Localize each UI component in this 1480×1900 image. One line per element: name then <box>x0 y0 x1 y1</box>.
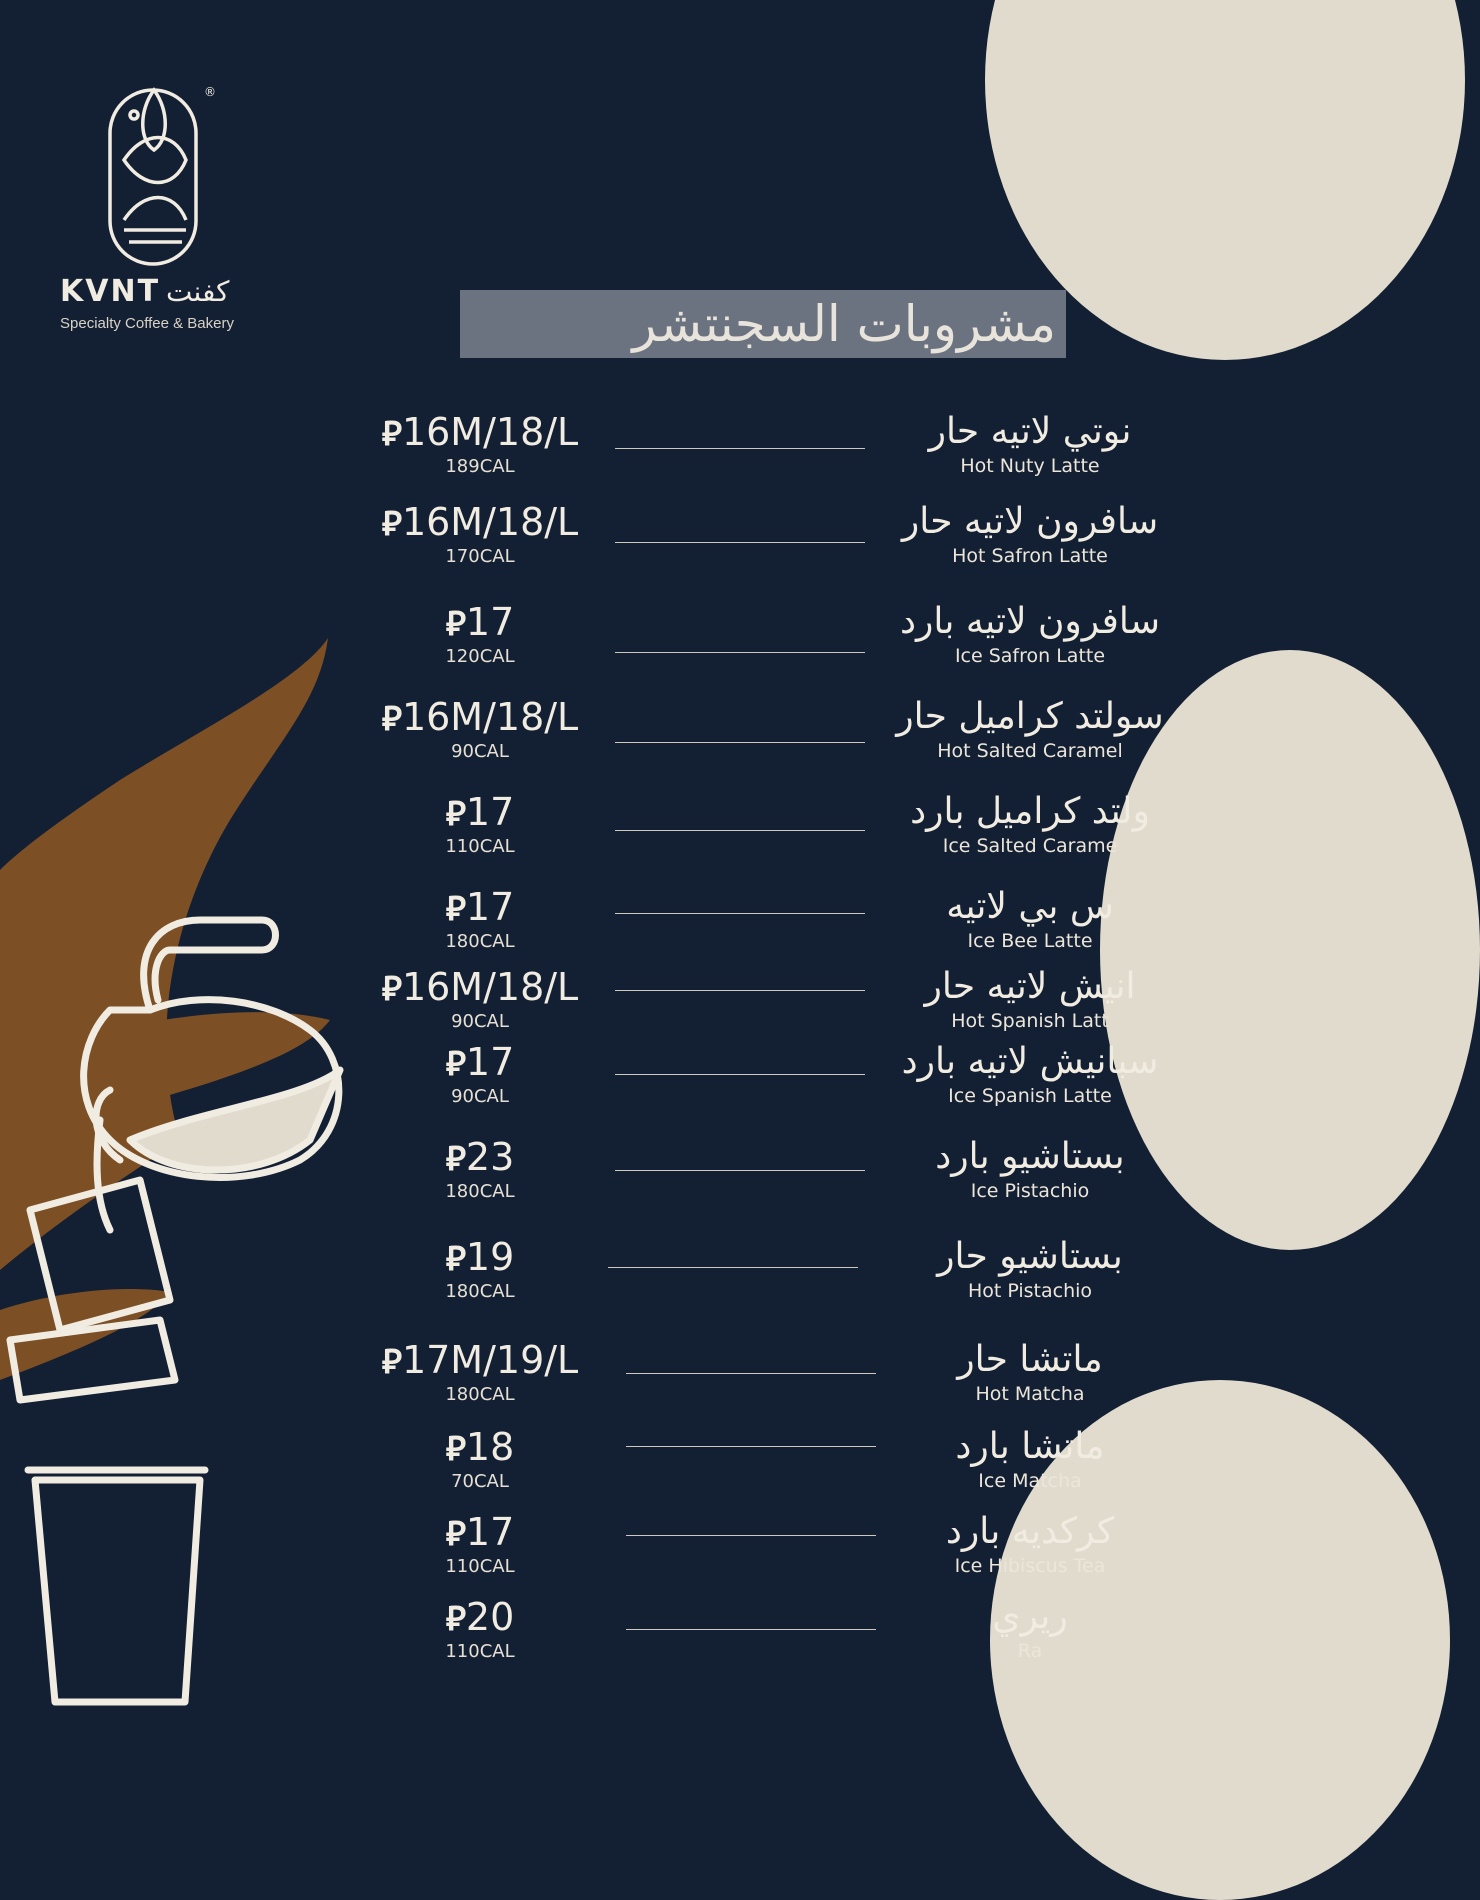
price-block <box>340 885 620 953</box>
item-price: 17 <box>465 1510 515 1554</box>
price-block <box>340 1235 620 1303</box>
price-block <box>340 965 620 1033</box>
item-name-english: Hot Nuty Latte <box>960 455 1100 477</box>
dotted-leader <box>615 448 865 449</box>
item-name-block <box>880 885 1180 953</box>
menu-item <box>340 1235 1200 1319</box>
dotted-leader <box>626 1446 876 1447</box>
item-calories: 90CAL <box>451 1086 509 1107</box>
item-name-arabic: سولتد كراميل حار <box>896 696 1164 737</box>
item-name-english: Ice Pistachio <box>970 1180 1090 1202</box>
menu-item <box>340 1595 1200 1679</box>
riyal-icon: ⃁ <box>445 1599 466 1639</box>
dotted-leader <box>615 542 865 543</box>
menu-item <box>340 1040 1200 1124</box>
item-price: 16M/18/L <box>401 500 579 544</box>
menu-item <box>340 500 1200 584</box>
item-price: 17 <box>465 600 515 644</box>
item-name-arabic: بستاشيو حار <box>937 1236 1123 1277</box>
item-name-arabic: نوتي لاتيه حار <box>928 411 1132 452</box>
menu-item <box>340 1135 1200 1219</box>
item-name-arabic: انيش لاتيه حار <box>924 966 1136 1007</box>
riyal-icon: ⃁ <box>445 1429 466 1469</box>
item-name-block <box>880 410 1180 478</box>
dotted-leader <box>608 1267 858 1268</box>
item-price: 16M/18/L <box>401 965 579 1009</box>
item-name-arabic: ماتشا بارد <box>955 1426 1105 1467</box>
item-price: 17M/19/L <box>401 1338 579 1382</box>
item-calories: 180CAL <box>445 931 515 952</box>
dotted-leader <box>626 1629 876 1630</box>
item-calories: 170CAL <box>445 546 515 567</box>
riyal-icon: ⃁ <box>381 1342 402 1382</box>
item-name-block <box>880 500 1180 568</box>
dotted-leader <box>615 742 865 743</box>
menu-item <box>340 1425 1200 1509</box>
riyal-icon: ⃁ <box>381 699 402 739</box>
item-name-block <box>880 790 1180 858</box>
item-name-english: Ice Matcha <box>978 1470 1082 1492</box>
item-name-block <box>880 1595 1180 1663</box>
dotted-leader <box>615 913 865 914</box>
item-name-arabic: س بي لاتيه <box>946 886 1114 927</box>
dotted-leader <box>626 1373 876 1374</box>
item-calories: 110CAL <box>445 836 515 857</box>
item-price: 16M/18/L <box>401 410 579 454</box>
item-calories: 110CAL <box>445 1556 515 1577</box>
brand-name-latin: KVNT <box>60 274 161 309</box>
price-block <box>340 1135 620 1203</box>
price-block <box>340 1425 620 1493</box>
menu-item <box>340 600 1200 684</box>
item-price: 17 <box>465 1040 515 1084</box>
item-calories: 189CAL <box>445 456 515 477</box>
price-block <box>340 600 620 668</box>
dotted-leader <box>615 830 865 831</box>
riyal-icon: ⃁ <box>381 969 402 1009</box>
item-calories: 110CAL <box>445 1641 515 1662</box>
price-block <box>340 1040 620 1108</box>
item-name-block <box>880 1510 1180 1578</box>
price-block <box>340 1510 620 1578</box>
item-price: 17 <box>465 790 515 834</box>
item-name-block <box>880 1040 1180 1108</box>
item-name-block <box>880 1135 1180 1203</box>
item-name-block <box>880 600 1180 668</box>
item-price: 20 <box>465 1595 515 1639</box>
item-price: 18 <box>465 1425 515 1469</box>
riyal-icon: ⃁ <box>381 504 402 544</box>
menu-item <box>340 965 1200 1049</box>
item-name-english: Ice Hibiscus Tea <box>954 1555 1106 1577</box>
item-name-block <box>880 1338 1180 1406</box>
item-name-english: Ice Spanish Latte <box>948 1085 1112 1107</box>
riyal-icon: ⃁ <box>445 1239 466 1279</box>
item-name-block <box>880 695 1180 763</box>
menu-item <box>340 695 1200 779</box>
item-name-arabic: ولتد كراميل بارد <box>910 791 1150 832</box>
price-block <box>340 1338 620 1406</box>
item-name-english: Hot Pistachio <box>967 1280 1093 1302</box>
item-name-english: Ra <box>1017 1640 1043 1662</box>
item-name-english: Hot Spanish Latt <box>951 1010 1109 1032</box>
item-price: 19 <box>465 1235 515 1279</box>
item-calories: 120CAL <box>445 646 515 667</box>
dotted-leader <box>615 1170 865 1171</box>
menu-item <box>340 410 1200 494</box>
riyal-icon: ⃁ <box>381 414 402 454</box>
riyal-icon: ⃁ <box>445 794 466 834</box>
item-calories: 180CAL <box>445 1384 515 1405</box>
item-name-arabic: سافرون لاتيه حار <box>901 501 1159 542</box>
riyal-icon: ⃁ <box>445 1514 466 1554</box>
item-calories: 70CAL <box>451 1471 509 1492</box>
item-price: 17 <box>465 885 515 929</box>
menu-item <box>340 790 1200 874</box>
item-name-arabic: سافرون لاتيه بارد <box>899 601 1161 642</box>
item-name-arabic: ريري <box>992 1596 1068 1637</box>
item-calories: 180CAL <box>445 1281 515 1302</box>
item-name-english: Hot Matcha <box>975 1383 1085 1405</box>
item-name-arabic: كركديه بارد <box>945 1511 1115 1552</box>
section-title: مشروبات السجنتشر <box>632 295 1056 353</box>
riyal-icon: ⃁ <box>445 1044 466 1084</box>
dotted-leader <box>615 652 865 653</box>
price-block <box>340 500 620 568</box>
brand-tagline: Specialty Coffee & Bakery <box>60 315 234 332</box>
dotted-leader <box>626 1535 876 1536</box>
item-name-english: Hot Safron Latte <box>952 545 1108 567</box>
menu-item <box>340 885 1200 969</box>
riyal-icon: ⃁ <box>445 889 466 929</box>
item-name-block <box>880 1235 1180 1303</box>
item-name-arabic: ماتشا حار <box>957 1339 1103 1380</box>
item-price: 16M/18/L <box>401 695 579 739</box>
brand-name-arabic: كفنت <box>166 275 230 308</box>
item-name-arabic: بستاشيو بارد <box>935 1136 1125 1177</box>
dotted-leader <box>615 990 865 991</box>
riyal-icon: ⃁ <box>445 604 466 644</box>
price-block <box>340 410 620 478</box>
item-name-english: Ice Bee Latte <box>967 930 1093 952</box>
price-block <box>340 790 620 858</box>
item-name-english: Hot Salted Caramel <box>937 740 1123 762</box>
item-name-english: Ice Salted Carame <box>942 835 1118 857</box>
menu-item <box>340 1510 1200 1594</box>
riyal-icon: ⃁ <box>445 1139 466 1179</box>
item-name-arabic: سبانيش لاتيه بارد <box>901 1041 1159 1082</box>
price-block <box>340 695 620 763</box>
item-name-block <box>880 965 1180 1033</box>
item-calories: 180CAL <box>445 1181 515 1202</box>
dotted-leader <box>615 1074 865 1075</box>
item-name-english: Ice Safron Latte <box>954 645 1106 667</box>
item-calories: 90CAL <box>451 741 509 762</box>
item-calories: 90CAL <box>451 1011 509 1032</box>
menu-item <box>340 1338 1200 1422</box>
price-block <box>340 1595 620 1663</box>
item-name-block <box>880 1425 1180 1493</box>
item-price: 23 <box>465 1135 515 1179</box>
svg-text:®: ® <box>204 85 216 99</box>
